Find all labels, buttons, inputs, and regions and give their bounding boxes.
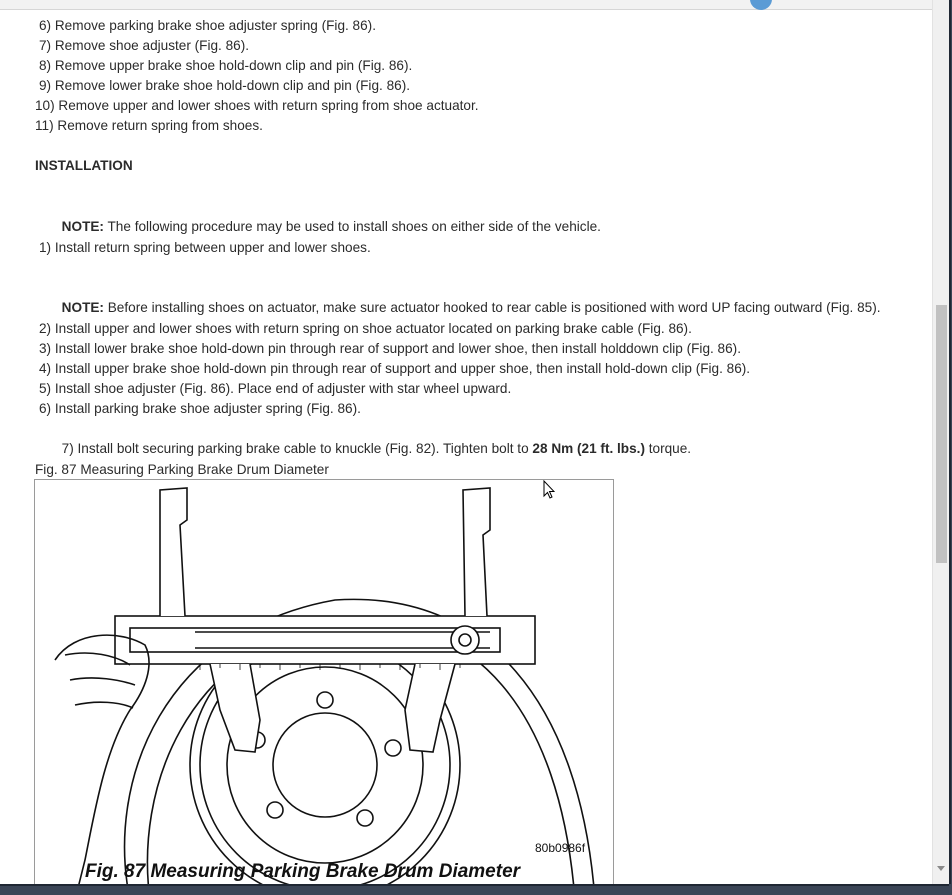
figure-caption: Fig. 87 Measuring Parking Brake Drum Diameter — [35, 462, 329, 477]
window-top-bar — [0, 0, 932, 10]
step-7-suffix: torque. — [644, 441, 692, 456]
removal-step-9: 9) Remove lower brake shoe hold-down clip and pin (Fig. 86). — [39, 78, 410, 93]
brake-drum-illustration — [35, 480, 613, 884]
installation-step-3: 3) Install lower brake shoe hold-down pin through rear of support and lower shoe, then install holddown clip (Fig. 86). — [39, 341, 741, 356]
installation-step-2: 2) Install upper and lower shoes with return spring on shoe actuator located on parking brake cable (Fig. 86). — [39, 321, 692, 336]
removal-step-11: 11) Remove return spring from shoes. — [35, 118, 263, 133]
note-text: Before installing shoes on actuator, make sure actuator hooked to rear cable is positioned with word UP facing outward (Fig. 85). — [103, 300, 881, 315]
scroll-down-arrow-icon[interactable] — [937, 866, 945, 871]
removal-step-10: 10) Remove upper and lower shoes with return spring from shoe actuator. — [35, 98, 479, 113]
vertical-scrollbar[interactable] — [932, 0, 949, 884]
mouse-cursor-icon — [543, 480, 555, 505]
step-7-text: 7) Install bolt securing parking brake cable to knuckle (Fig. 82). Tighten bolt to — [61, 441, 533, 456]
installation-step-5: 5) Install shoe adjuster (Fig. 86). Place end of adjuster with star wheel upward. — [39, 381, 512, 396]
installation-step-1: 1) Install return spring between upper and lower shoes. — [39, 240, 371, 255]
figure-image — [34, 479, 614, 884]
scroll-thumb[interactable] — [936, 305, 947, 563]
note-text: The following procedure may be used to install shoes on either side of the vehicle. — [103, 219, 601, 234]
figure-title: Fig. 87 Measuring Parking Brake Drum Diameter — [85, 861, 521, 882]
removal-step-8: 8) Remove upper brake shoe hold-down clip and pin (Fig. 86). — [39, 58, 413, 73]
installation-step-4: 4) Install upper brake shoe hold-down pin through rear of support and upper shoe, then install hold-down clip (Fig. 86). — [39, 361, 751, 376]
removal-step-6: 6) Remove parking brake shoe adjuster spring (Fig. 86). — [39, 18, 376, 33]
installation-heading: INSTALLATION — [35, 158, 133, 173]
figure-code: 80b0986f — [535, 841, 586, 855]
note-label: NOTE: — [61, 219, 104, 234]
toolbar-icon[interactable] — [750, 0, 772, 10]
installation-step-6: 6) Install parking brake shoe adjuster spring (Fig. 86). — [39, 401, 361, 416]
removal-step-7: 7) Remove shoe adjuster (Fig. 86). — [39, 38, 250, 53]
torque-value: 28 Nm (21 ft. lbs.) — [532, 441, 645, 456]
note-label: NOTE: — [61, 300, 104, 315]
document-content — [0, 10, 932, 884]
